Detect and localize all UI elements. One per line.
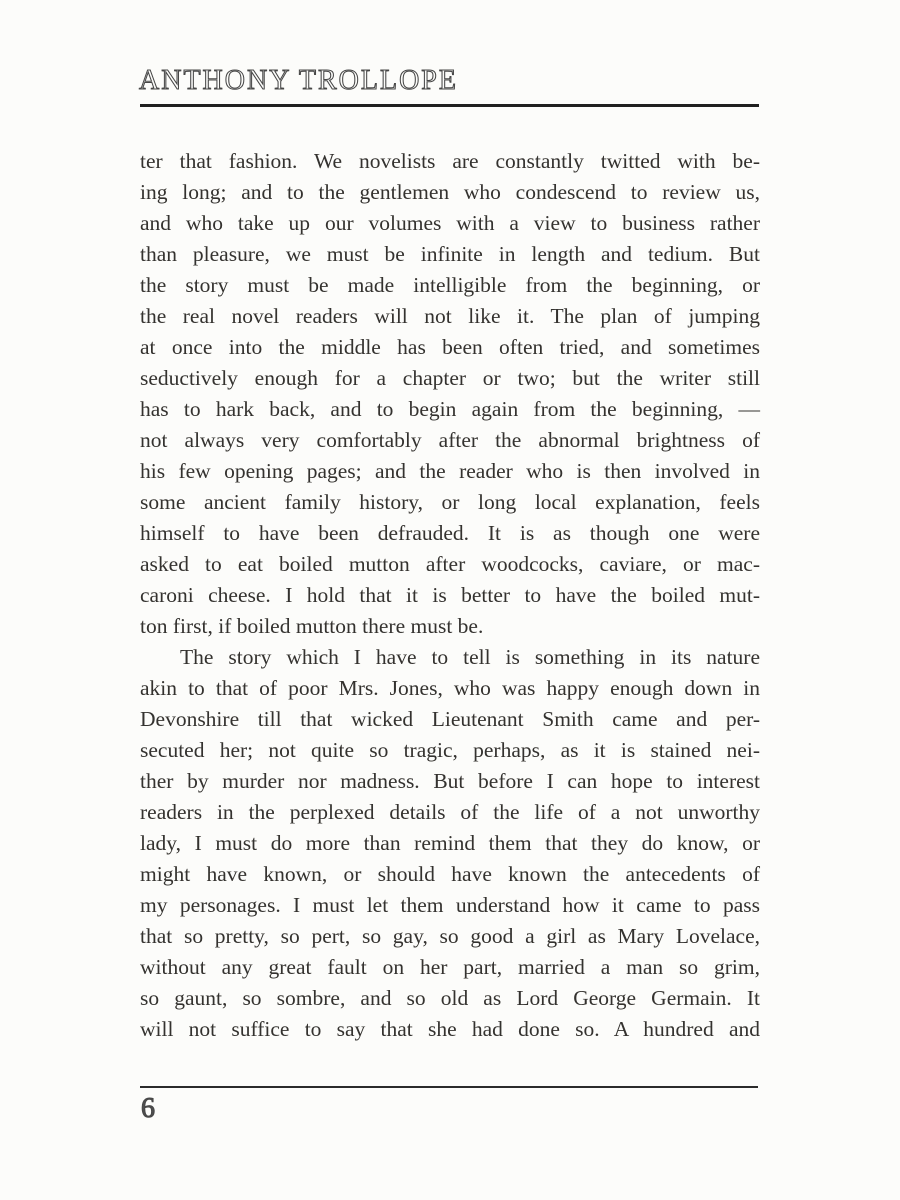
text-line: not always very comfortably after the abnormal brightness of [140,428,760,452]
text-line: might have known, or should have known the antecedents of [140,862,760,886]
text-line: will not suffice to say that she had done so. A hundred and [140,1017,760,1041]
text-line: lady, I must do more than remind them that they do know, or [140,831,760,855]
paragraph [140,146,760,642]
text-line: akin to that of poor Mrs. Jones, who was happy enough down in [140,676,760,700]
text-line: himself to have been defrauded. It is as though one were [140,521,760,545]
text-line: and who take up our volumes with a view to business rather [140,211,760,235]
text-line: that so pretty, so pert, so gay, so good a girl as Mary Lovelace, [140,924,760,948]
text-line: ther by murder nor madness. But before I can hope to interest [140,769,760,793]
text-line: caroni cheese. I hold that it is better to have the boiled mut- [140,583,760,607]
text-line: The story which I have to tell is something in its nature [180,645,760,669]
text-line: his few opening pages; and the reader who is then involved in [140,459,760,483]
page-body [140,146,760,1045]
text-line: the story must be made intelligible from the beginning, or [140,273,760,297]
text-line: ter that fashion. We novelists are constantly twitted with be- [140,149,760,173]
text-line: ton first, if boiled mutton there must be. [140,614,484,638]
text-line: some ancient family history, or long local explanation, feels [140,490,760,514]
header-rule [140,104,759,107]
paragraph [140,642,760,1045]
page-number: 6 [141,1093,155,1124]
text-line: has to hark back, and to begin again from the beginning, — [140,397,760,421]
text-line: than pleasure, we must be infinite in length and tedium. But [140,242,760,266]
running-header: ANTHONY TROLLOPE [139,65,458,96]
text-line: secuted her; not quite so tragic, perhaps, as it is stained nei- [140,738,760,762]
text-line: without any great fault on her part, married a man so grim, [140,955,760,979]
text-line: so gaunt, so sombre, and so old as Lord George Germain. It [140,986,760,1010]
text-line: seductively enough for a chapter or two; but the writer still [140,366,760,390]
text-line: at once into the middle has been often tried, and sometimes [140,335,760,359]
text-line: asked to eat boiled mutton after woodcocks, caviare, or mac- [140,552,760,576]
text-line: readers in the perplexed details of the life of a not unworthy [140,800,760,824]
text-line: Devonshire till that wicked Lieutenant Smith came and per- [140,707,760,731]
footer-rule [140,1086,758,1088]
text-line: ing long; and to the gentlemen who condescend to review us, [140,180,760,204]
text-line: the real novel readers will not like it. The plan of jumping [140,304,760,328]
text-line: my personages. I must let them understand how it came to pass [140,893,760,917]
